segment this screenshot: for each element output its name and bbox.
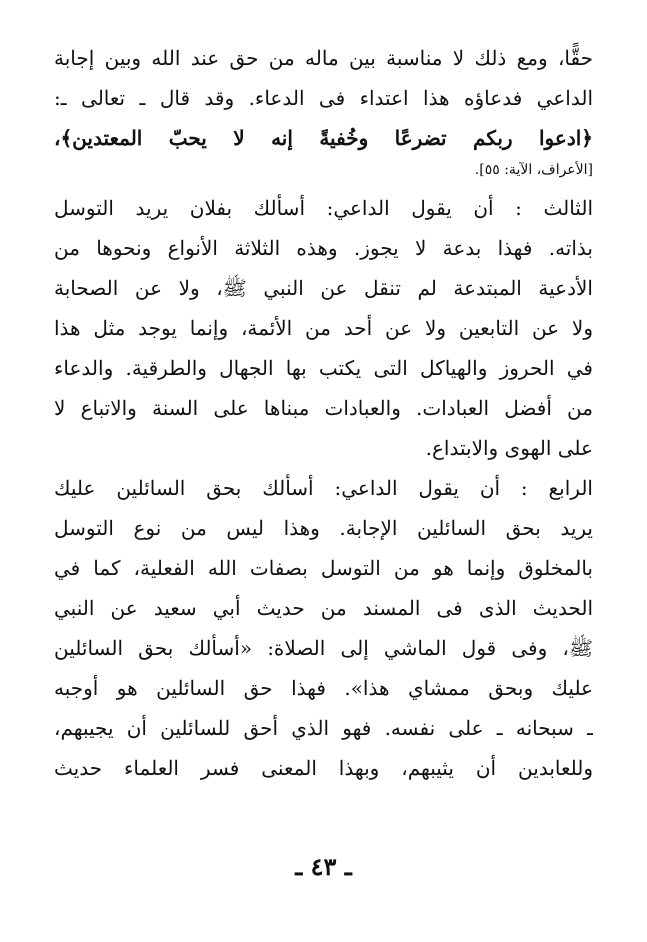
page-number: ـ ٤٣ ـ — [295, 852, 352, 881]
text-line: بالمخلوق وإنما هو من التوسل بصفات الله الفعلية، كما في — [54, 556, 593, 580]
text-line: الثالث : أن يقول الداعي: أسألك بفلان يريد التوسل — [54, 196, 593, 220]
text-line: الحديث الذى فى المسند من حديث أبي سعيد عن النبي — [54, 596, 593, 620]
quran-verse: ﴿ادعوا ربكم تضرعًا وخُفيةً إنه لا يحبّ المعتدين﴾، — [54, 126, 593, 150]
text-line: من أفضل العبادات. والعبادات مبناها على السنة والاتباع لا — [54, 396, 593, 420]
text-line: ـ سبحانه ـ على نفسه. فهو الذي أحق للسائلين أن يجيبهم، — [54, 716, 593, 740]
text-line: ولا عن التابعين ولا عن أحد من الأئمة، وإنما يوجد مثل هذا — [54, 316, 593, 340]
text-line: في الحروز والهياكل التى يكتب بها الجهال والطرقية. والدعاء — [54, 356, 593, 380]
text-line: الأدعية المبتدعة لم تنقل عن النبي ﷺ، ولا عن الصحابة — [54, 276, 593, 300]
text-line: الرابع : أن يقول الداعي: أسألك بحق السائلين عليك — [54, 476, 593, 500]
text-line: حقًّا، ومع ذلك لا مناسبة بين ماله من حق عند الله وبين إجابة — [54, 46, 593, 70]
text-line: وللعابدين أن يثيبهم، وبهذا المعنى فسر العلماء حديث — [54, 756, 593, 780]
text-line: بذاته. فهذا بدعة لا يجوز. وهذه الثلاثة الأنواع ونحوها من — [54, 236, 593, 260]
text-line: يريد بحق السائلين الإجابة. وهذا ليس من نوع التوسل — [54, 516, 593, 540]
body-text — [54, 38, 593, 788]
verse-reference: [الأعراف، الآية: ٥٥]. — [474, 162, 593, 178]
text-line: الداعي فدعاؤه هذا اعتداء فى الدعاء. وقد قال ـ تعالى ـ: — [54, 86, 593, 110]
text-line: عليك وبحق ممشاي هذا». فهذا حق السائلين هو أوجبه — [54, 676, 593, 700]
text-line: على الهوى والابتداع. — [425, 436, 593, 460]
text-line: ﷺ، وفى قول الماشي إلى الصلاة: «أسألك بحق السائلين — [54, 636, 593, 660]
